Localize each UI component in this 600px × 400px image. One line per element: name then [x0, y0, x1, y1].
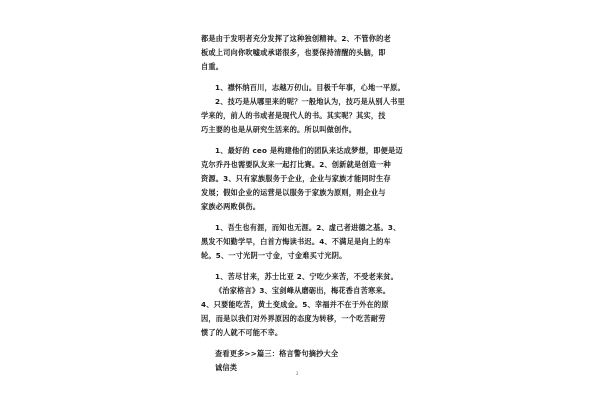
paragraph: [201, 144, 413, 214]
document-body: [201, 32, 413, 382]
text-line: 克尔乔丹也需要队友来一起打比赛。2、创新就是创造一种: [201, 160, 391, 169]
paragraph: [201, 347, 413, 375]
page-number: 2: [296, 371, 299, 376]
text-line: 轮。5、一寸光阴一寸金，寸金难买寸光阴。: [201, 251, 347, 260]
paragraph: [201, 270, 413, 340]
text-line: 诚信类: [215, 363, 238, 372]
text-line: 资源。3、只有家族服务于企业，企业与家族才能同时生存: [201, 174, 391, 183]
text-line: 4、只要能吃苦，黄土变成金。5、幸福并不在于外在的原: [201, 300, 389, 309]
text-line: 自重。: [201, 62, 224, 71]
text-line: 发展；假如企业的运营是以服务于家族为原则，则企业与: [201, 188, 386, 197]
text-line: 家族必两败俱伤。: [201, 202, 261, 211]
text-line: 黑发不知勤学早，白首方悔读书迟。4、不满足是向上的车: [201, 237, 391, 246]
paragraph: [201, 81, 413, 137]
text-line: 1、最好的 ceo 是构建他们的团队来达成梦想，即便是迈: [215, 146, 403, 155]
text-line: 学来的，前人的书或者是现代人的书。其实呢？其实，技: [201, 111, 386, 120]
text-line: 查看更多>>篇三：格言警句摘抄大全: [215, 349, 339, 358]
text-line: 1、襟怀纳百川，志越万仞山。目极千年事，心地一平原。: [215, 83, 405, 92]
text-line: 板或上司向你吹嘘或承诺很多，也要保持清醒的头脑，即: [201, 48, 386, 57]
text-line: 1、苦尽甘来，苏士比亚 2、宁吃少来苦，不受老来贫。: [215, 272, 399, 281]
text-line: 1、吾生也有涯，而知也无涯。2、虚己者进德之基。3、: [215, 223, 401, 232]
paragraph: [201, 221, 413, 263]
text-line: 《治家格言》3、宝剑峰从磨砺出，梅花香自苦寒来。: [215, 286, 391, 295]
text-line: 惯了的人就不可能不幸。: [201, 328, 283, 337]
text-line: 巧主要的也是从研究生活来的。所以叫做创作。: [201, 125, 357, 134]
paragraph: [201, 32, 413, 74]
text-line: 都是由于发明者充分发挥了这种独创精神。2、不管你的老: [201, 34, 391, 43]
text-line: 2、技巧是从哪里来的呢？一般地认为，技巧是从别人书里: [215, 97, 405, 106]
text-line: 因，而是以我们对外界原因的态度为转移，一个吃苦耐劳: [201, 314, 386, 323]
